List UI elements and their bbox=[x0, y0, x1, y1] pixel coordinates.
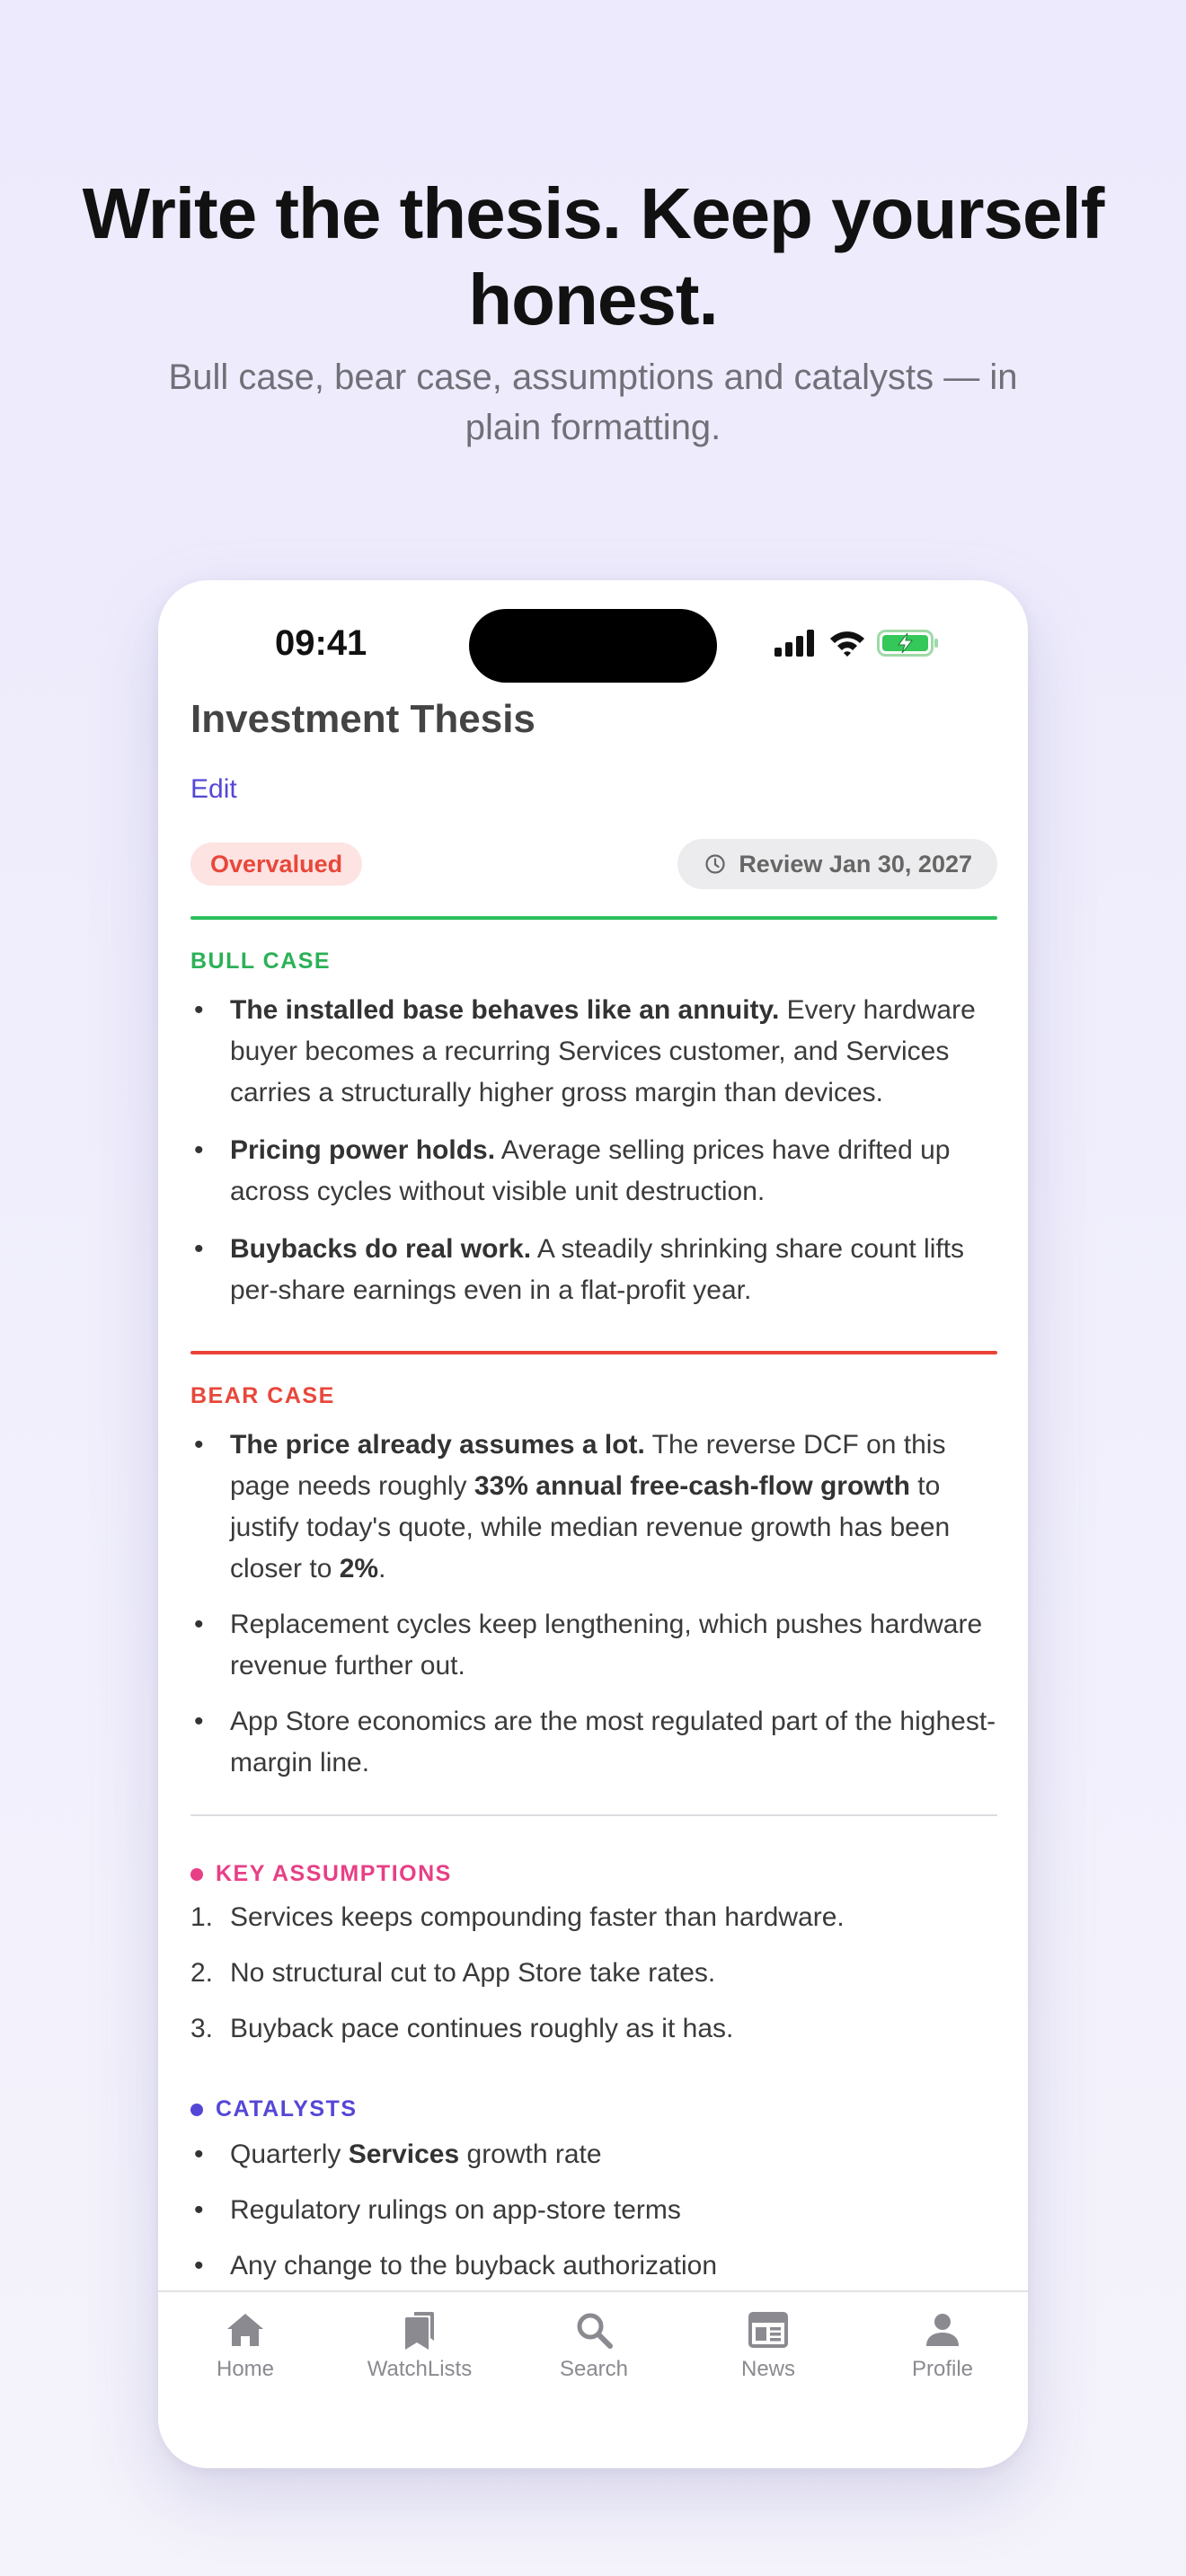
catalysts-label: CATALYSTS bbox=[216, 2096, 358, 2122]
list-item: 2. No structural cut to App Store take rates. bbox=[190, 1958, 716, 1988]
bear-divider bbox=[190, 1351, 997, 1354]
home-icon bbox=[224, 2308, 267, 2351]
bear-case-list bbox=[190, 1425, 997, 1798]
list-item: • Pricing power holds. Average selling prices have drifted up across cycles without visible unit destruction. bbox=[190, 1130, 997, 1213]
phone-frame bbox=[158, 580, 1028, 2468]
list-item: 1. Services keeps compounding faster than hardware. bbox=[190, 1902, 845, 1932]
wifi-icon bbox=[828, 629, 866, 657]
clock-icon bbox=[704, 853, 726, 875]
catalysts-heading bbox=[190, 2096, 358, 2122]
dynamic-island bbox=[469, 609, 717, 683]
status-bar bbox=[158, 580, 1028, 697]
purple-dot-icon bbox=[190, 2104, 203, 2116]
tab-news-label: News bbox=[740, 2357, 795, 2381]
search-icon bbox=[572, 2308, 615, 2351]
tab-search-label: Search bbox=[559, 2357, 629, 2381]
tab-profile[interactable] bbox=[855, 2308, 1028, 2382]
list-item: • Quarterly Services growth rate bbox=[190, 2134, 997, 2175]
list-item: • The installed base behaves like an annuity. Every hardware buyer becomes a recurring Services customer, and Services carries a structurally higher gross margin than devices. bbox=[190, 990, 997, 1114]
section-divider bbox=[190, 1814, 997, 1816]
hero-title: Write the thesis. Keep yourself honest. bbox=[82, 173, 1104, 340]
bull-case-list bbox=[190, 990, 997, 1328]
key-assumptions-list bbox=[190, 1897, 997, 2064]
bear-case-heading: BEAR CASE bbox=[190, 1383, 335, 1408]
page-title: Investment Thesis bbox=[190, 697, 535, 741]
list-item: 3. Buyback pace continues roughly as it has. bbox=[190, 2014, 734, 2043]
tab-home-label: Home bbox=[216, 2357, 275, 2381]
tab-watchlists[interactable] bbox=[332, 2308, 507, 2382]
list-item: • Regulatory rulings on app-store terms bbox=[190, 2190, 997, 2231]
battery-charging-icon bbox=[877, 628, 940, 658]
tab-home[interactable] bbox=[158, 2308, 332, 2382]
tab-profile-label: Profile bbox=[911, 2357, 974, 2381]
list-item: • Replacement cycles keep lengthening, which pushes hardware revenue further out. bbox=[190, 1604, 997, 1687]
review-date-badge[interactable] bbox=[677, 839, 997, 889]
person-icon bbox=[921, 2308, 964, 2351]
tab-watchlists-label: WatchLists bbox=[367, 2357, 473, 2381]
list-item: • App Store economics are the most regulated part of the highest-margin line. bbox=[190, 1701, 997, 1784]
list-item: • The price already assumes a lot. The reverse DCF on this page needs roughly 33% annual free-cash-flow growth to justify today's quote, while median revenue growth has been closer to 2%. bbox=[190, 1425, 997, 1590]
hero-subtitle: Bull case, bear case, assumptions and catalysts — in plain formatting. bbox=[168, 357, 1018, 447]
bookmarks-icon bbox=[398, 2308, 441, 2351]
status-time: 09:41 bbox=[275, 623, 367, 663]
tab-search[interactable] bbox=[507, 2308, 681, 2382]
bull-divider bbox=[190, 916, 997, 920]
key-assumptions-heading bbox=[190, 1861, 452, 1887]
catalysts-list bbox=[190, 2134, 997, 2301]
valuation-badge: Overvalued bbox=[190, 842, 362, 886]
bull-case-heading: BULL CASE bbox=[190, 948, 332, 974]
list-item: • Buybacks do real work. A steadily shrinking share count lifts per-share earnings even in a flat-profit year. bbox=[190, 1229, 997, 1311]
status-icons bbox=[774, 625, 940, 661]
key-assumptions-label: KEY ASSUMPTIONS bbox=[216, 1861, 452, 1886]
newspaper-icon bbox=[747, 2308, 790, 2351]
review-date-label: Review Jan 30, 2027 bbox=[739, 851, 972, 878]
list-item: • Any change to the buyback authorization bbox=[190, 2245, 997, 2287]
edit-button[interactable]: Edit bbox=[190, 774, 237, 804]
tab-bar bbox=[158, 2290, 1028, 2468]
pink-dot-icon bbox=[190, 1868, 203, 1881]
cellular-signal-icon bbox=[774, 630, 818, 657]
tab-news[interactable] bbox=[681, 2308, 855, 2382]
